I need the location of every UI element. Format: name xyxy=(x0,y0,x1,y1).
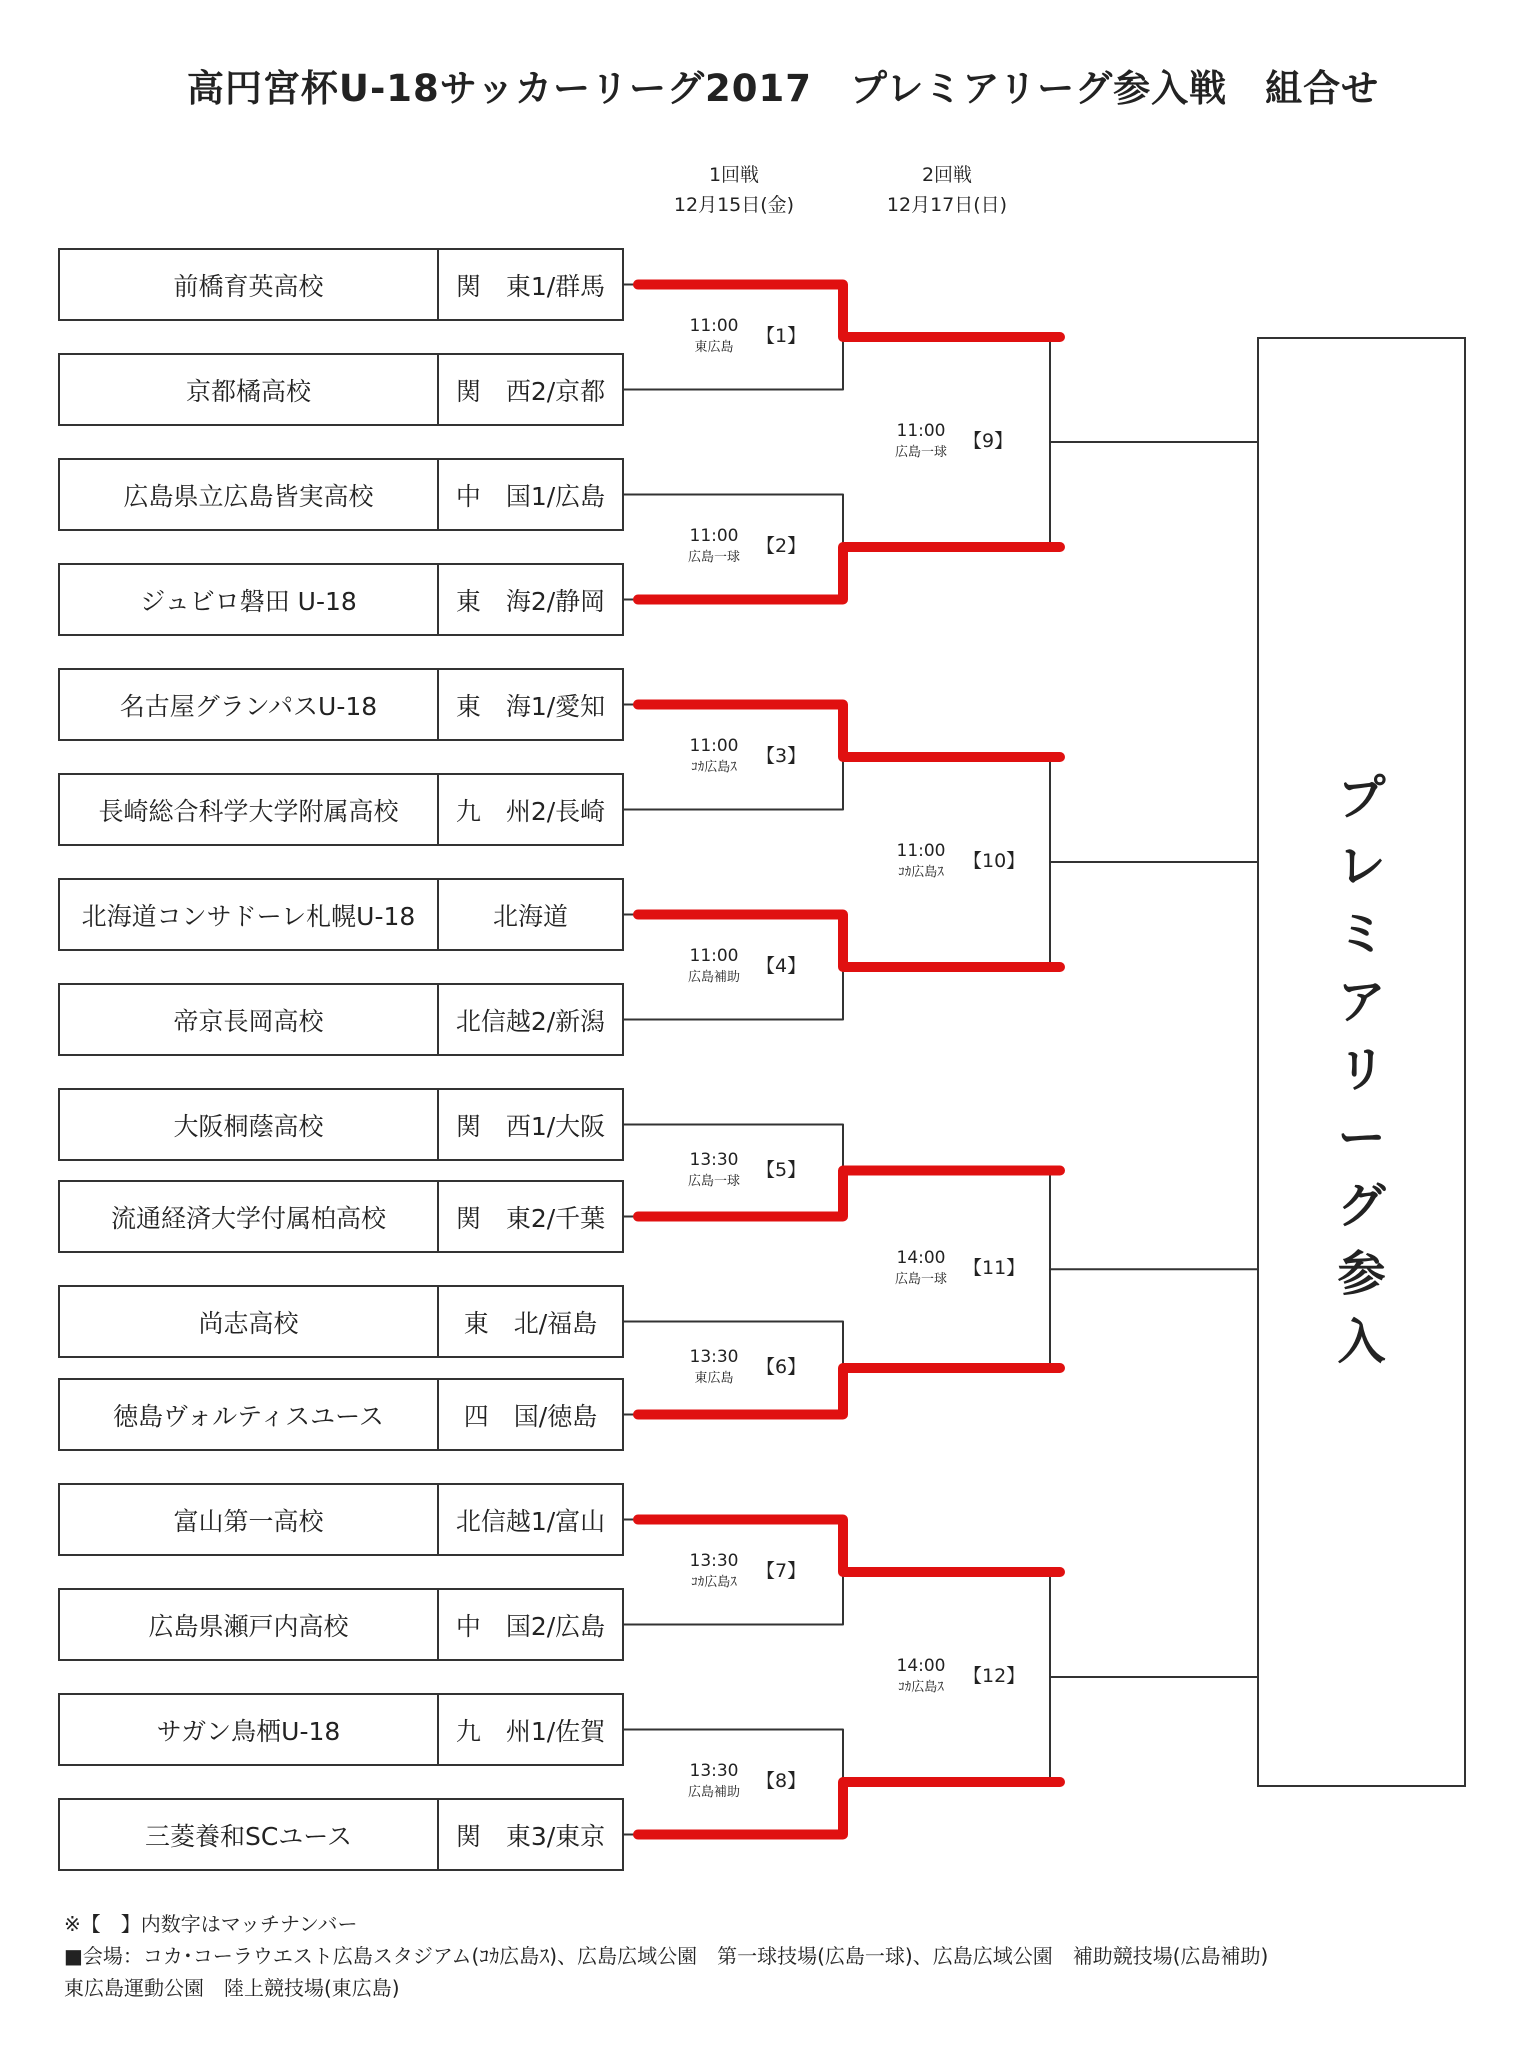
match-number: 【10】 xyxy=(963,850,1026,872)
match-info xyxy=(876,418,966,462)
team-region: 北海道 xyxy=(492,901,568,931)
match-info xyxy=(669,1548,759,1592)
round2-date: 12月17日(日) xyxy=(886,194,1008,216)
team-region: 東 海2/静岡 xyxy=(455,586,606,616)
page-title: 高円宮杯U-18サッカーリーグ2017 プレミアリーグ参入戦 組合せ xyxy=(186,67,1380,110)
match-number: 【11】 xyxy=(963,1257,1026,1280)
match-number: 【5】 xyxy=(756,1158,807,1181)
match-number: 【3】 xyxy=(756,745,807,767)
match-time: 11:00 xyxy=(689,946,739,966)
team-region: 九 州2/長崎 xyxy=(455,796,606,826)
team-region: 東 北/福島 xyxy=(463,1308,598,1338)
premier-league-box xyxy=(1257,337,1466,1787)
match-venue: 広島一球 xyxy=(894,1272,947,1288)
match-venue: ｺｶ広島ｽ xyxy=(898,1680,944,1695)
match-venue: 広島一球 xyxy=(687,1173,740,1189)
team-name: 名古屋グランパスU-18 xyxy=(60,670,439,739)
team-region: 関 東1/群馬 xyxy=(455,271,606,301)
match-venue: 東広島 xyxy=(694,340,734,355)
match-venue: 東広島 xyxy=(694,1371,734,1386)
match-venue: ｺｶ広島ｽ xyxy=(691,760,737,775)
premier-label-char: リ xyxy=(1337,1042,1386,1098)
team-region: 北信越2/新潟 xyxy=(455,1006,606,1036)
match-number: 【9】 xyxy=(963,430,1014,452)
match-venue: ｺｶ広島ｽ xyxy=(691,1575,737,1590)
match-info xyxy=(876,838,966,882)
match-time: 14:00 xyxy=(896,1248,946,1269)
match-number: 【2】 xyxy=(756,535,807,557)
match-info xyxy=(876,1245,966,1289)
premier-label-char: レ xyxy=(1337,838,1386,894)
match-info xyxy=(669,1758,759,1802)
premier-label-char: 参 xyxy=(1337,1246,1386,1302)
premier-league-label xyxy=(1259,764,1464,1376)
round2-name: 2回戦 xyxy=(921,164,973,186)
team-name: 長崎総合科学大学附属高校 xyxy=(60,775,439,844)
team-region: 中 国2/広島 xyxy=(455,1611,606,1641)
match-time: 11:00 xyxy=(689,316,739,336)
match-time: 11:00 xyxy=(689,736,739,756)
match-venue: ｺｶ広島ｽ xyxy=(898,865,944,880)
team-name: 富山第一高校 xyxy=(60,1485,439,1554)
match-info xyxy=(669,943,759,987)
match-time: 11:00 xyxy=(896,841,946,861)
team-name: 広島県立広島皆実高校 xyxy=(60,460,439,529)
team-name: サガン鳥栖U-18 xyxy=(60,1695,439,1764)
premier-label-char: 入 xyxy=(1337,1314,1386,1370)
round1-name: 1回戦 xyxy=(708,164,760,186)
team-name: 徳島ヴォルティスユース xyxy=(60,1380,439,1449)
premier-label-char: ミ xyxy=(1337,906,1386,962)
match-time: 11:00 xyxy=(896,421,946,441)
team-name: 広島県瀬戸内高校 xyxy=(60,1590,439,1659)
team-region: 四 国/徳島 xyxy=(463,1401,598,1431)
match-number: 【1】 xyxy=(756,325,807,347)
match-number: 【4】 xyxy=(756,955,807,977)
team-region: 北信越1/富山 xyxy=(455,1506,606,1536)
match-time: 13:30 xyxy=(689,1347,739,1367)
round1-date: 12月15日(金) xyxy=(673,194,795,216)
team-name: 京都橘高校 xyxy=(60,355,439,424)
premier-label-char: ー xyxy=(1337,1110,1386,1166)
team-name: 流通経済大学付属柏高校 xyxy=(60,1182,439,1251)
match-info xyxy=(669,313,759,357)
match-number: 【12】 xyxy=(963,1665,1026,1687)
match-info xyxy=(669,1147,759,1191)
match-venue: 広島補助 xyxy=(687,970,740,985)
match-info xyxy=(876,1653,966,1697)
notes xyxy=(64,1908,1268,2004)
match-time: 13:30 xyxy=(689,1149,739,1170)
match-time: 13:30 xyxy=(689,1761,739,1781)
match-time: 13:30 xyxy=(689,1551,739,1571)
team-name: 前橋育英高校 xyxy=(60,250,439,319)
match-number: 【8】 xyxy=(756,1770,807,1792)
premier-label-char: ア xyxy=(1337,974,1386,1030)
match-number: 【6】 xyxy=(756,1356,807,1378)
match-info xyxy=(669,523,759,567)
team-region: 中 国1/広島 xyxy=(455,481,606,511)
team-name: 三菱養和SCユース xyxy=(60,1800,439,1869)
match-venue: 広島補助 xyxy=(687,1785,740,1800)
premier-label-char: プ xyxy=(1337,770,1386,826)
match-time: 14:00 xyxy=(896,1656,946,1676)
match-info xyxy=(669,733,759,777)
team-name: 北海道コンサドーレ札幌U-18 xyxy=(60,880,439,949)
team-region: 関 東3/東京 xyxy=(455,1821,606,1851)
match-info xyxy=(669,1344,759,1388)
team-region: 東 海1/愛知 xyxy=(455,691,606,721)
note-venues: ■会場：コカ･コーラウエスト広島スタジアム(ｺｶ広島ｽ)、広島広域公園 第一球技場(広島一球)、広島広域公園 補助競技場(広島補助) xyxy=(64,1944,1269,1968)
note-match-number: ※【 】内数字はマッチナンバー xyxy=(64,1912,358,1936)
match-time: 11:00 xyxy=(689,526,739,546)
team-name: 尚志高校 xyxy=(60,1287,439,1356)
team-region: 関 西1/大阪 xyxy=(455,1111,606,1141)
match-venue: 広島一球 xyxy=(894,445,947,460)
team-region: 関 東2/千葉 xyxy=(455,1203,606,1233)
team-region: 関 西2/京都 xyxy=(455,376,606,406)
team-name: 大阪桐蔭高校 xyxy=(60,1090,439,1159)
match-venue: 広島一球 xyxy=(687,550,740,565)
team-name: ジュビロ磐田 U-18 xyxy=(60,565,439,634)
team-region: 九 州1/佐賀 xyxy=(455,1716,606,1746)
team-name: 帝京長岡高校 xyxy=(60,985,439,1054)
match-number: 【7】 xyxy=(756,1560,807,1582)
premier-label-char: グ xyxy=(1337,1178,1386,1234)
note-venue-extra: 東広島運動公園 陸上競技場(東広島) xyxy=(64,1976,400,2000)
